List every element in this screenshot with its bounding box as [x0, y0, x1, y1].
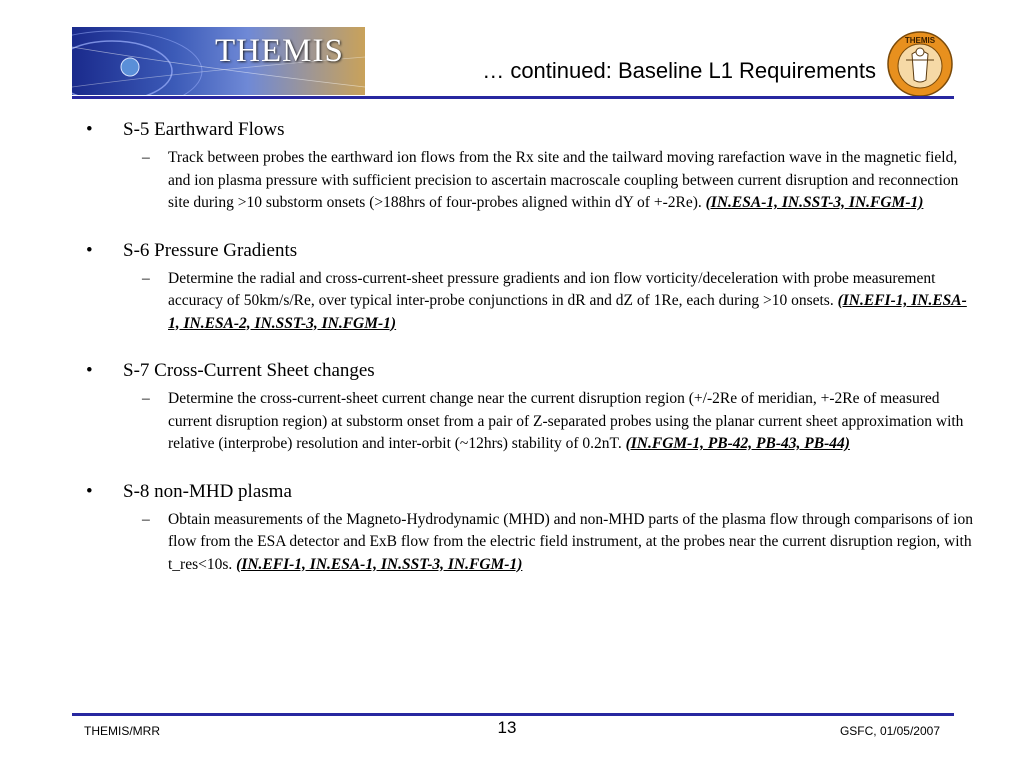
requirement-text: Determine the radial and cross-current-sheet pressure gradients and ion flow vorticity/deceleration with probe measurement accuracy of 50km/s/Re, over typical inter-probe conjunctions in dR and dZ of 1Re, each during >10 onsets. [168, 269, 936, 309]
requirement-item [86, 480, 974, 577]
page-number: 13 [497, 718, 517, 737]
seal-text: THEMIS [904, 36, 936, 45]
bullet-icon: • [86, 119, 93, 140]
requirement-heading-text: S-6 Pressure Gradients [123, 239, 298, 261]
requirements-list [86, 118, 974, 600]
footer-right-text: GSFC, 01/05/2007 [839, 724, 940, 738]
requirement-text: Track between probes the earthward ion flows from the Rx site and the tailward moving rarefaction wave in the magnetic field, and ion plasma pressure with sufficient precision to ascertain macroscale coupling between current disruption and reconnection site during >10 substorm onsets (>188hrs of four-probes aligned within dY of +-2Re). [168, 149, 959, 211]
dash-icon: – [142, 510, 150, 528]
requirement-refs: (IN.FGM-1, PB-42, PB-43, PB-44) [625, 435, 850, 452]
requirement-heading [86, 359, 974, 383]
bullet-icon: • [86, 360, 93, 381]
bullet-icon: • [86, 480, 93, 502]
dash-icon: – [142, 269, 150, 287]
requirement-heading [86, 118, 974, 142]
title-divider [72, 96, 954, 99]
footer-left-text: THEMIS/MRR [84, 724, 160, 738]
requirement-description [142, 147, 974, 215]
themis-banner-logo [72, 27, 365, 95]
requirement-refs: (IN.EFI-1, IN.ESA-1, IN.ESA-2, IN.SST-3, IN.FGM-1) [168, 292, 967, 332]
requirement-text: Determine the cross-current-sheet current change near the current disruption region (+/-2Re of meridian, +-2Re of measured current disruption region) at substorm onset from a pair of Z-separated probes using the planar current sheet approximation with relative (interprobe) resolution and inter-orbit (~12hrs) stability of 0.2nT. [168, 390, 964, 452]
requirement-item [86, 118, 974, 215]
requirement-item [86, 239, 974, 336]
requirement-refs: (IN.EFI-1, IN.ESA-1, IN.SST-3, IN.FGM-1) [236, 555, 523, 573]
requirement-description [142, 509, 974, 577]
requirement-heading-text: S-8 non-MHD plasma [123, 480, 292, 502]
dash-icon: – [142, 390, 150, 407]
banner-title: THEMIS [215, 33, 344, 69]
requirement-refs: (IN.ESA-1, IN.SST-3, IN.FGM-1) [705, 194, 924, 211]
requirement-heading [86, 239, 974, 263]
dash-icon: – [142, 149, 150, 166]
requirement-text: Obtain measurements of the Magneto-Hydrodynamic (MHD) and non-MHD parts of the plasma flow through comparisons of ion flow from the ESA detector and ExB flow from the electric field instrument, at the probes near the current disruption region, with t_res<10s. [168, 510, 973, 573]
bullet-icon: • [86, 239, 93, 261]
requirement-heading-text: S-5 Earthward Flows [123, 119, 285, 140]
requirement-heading-text: S-7 Cross-Current Sheet changes [123, 360, 375, 381]
requirement-item [86, 359, 974, 456]
requirement-heading [86, 480, 974, 504]
requirement-description [142, 268, 974, 336]
themis-seal-logo [886, 30, 954, 98]
footer-divider [72, 713, 954, 716]
slide-title: … continued: Baseline L1 Requirements [482, 58, 876, 83]
requirement-description [142, 388, 974, 456]
